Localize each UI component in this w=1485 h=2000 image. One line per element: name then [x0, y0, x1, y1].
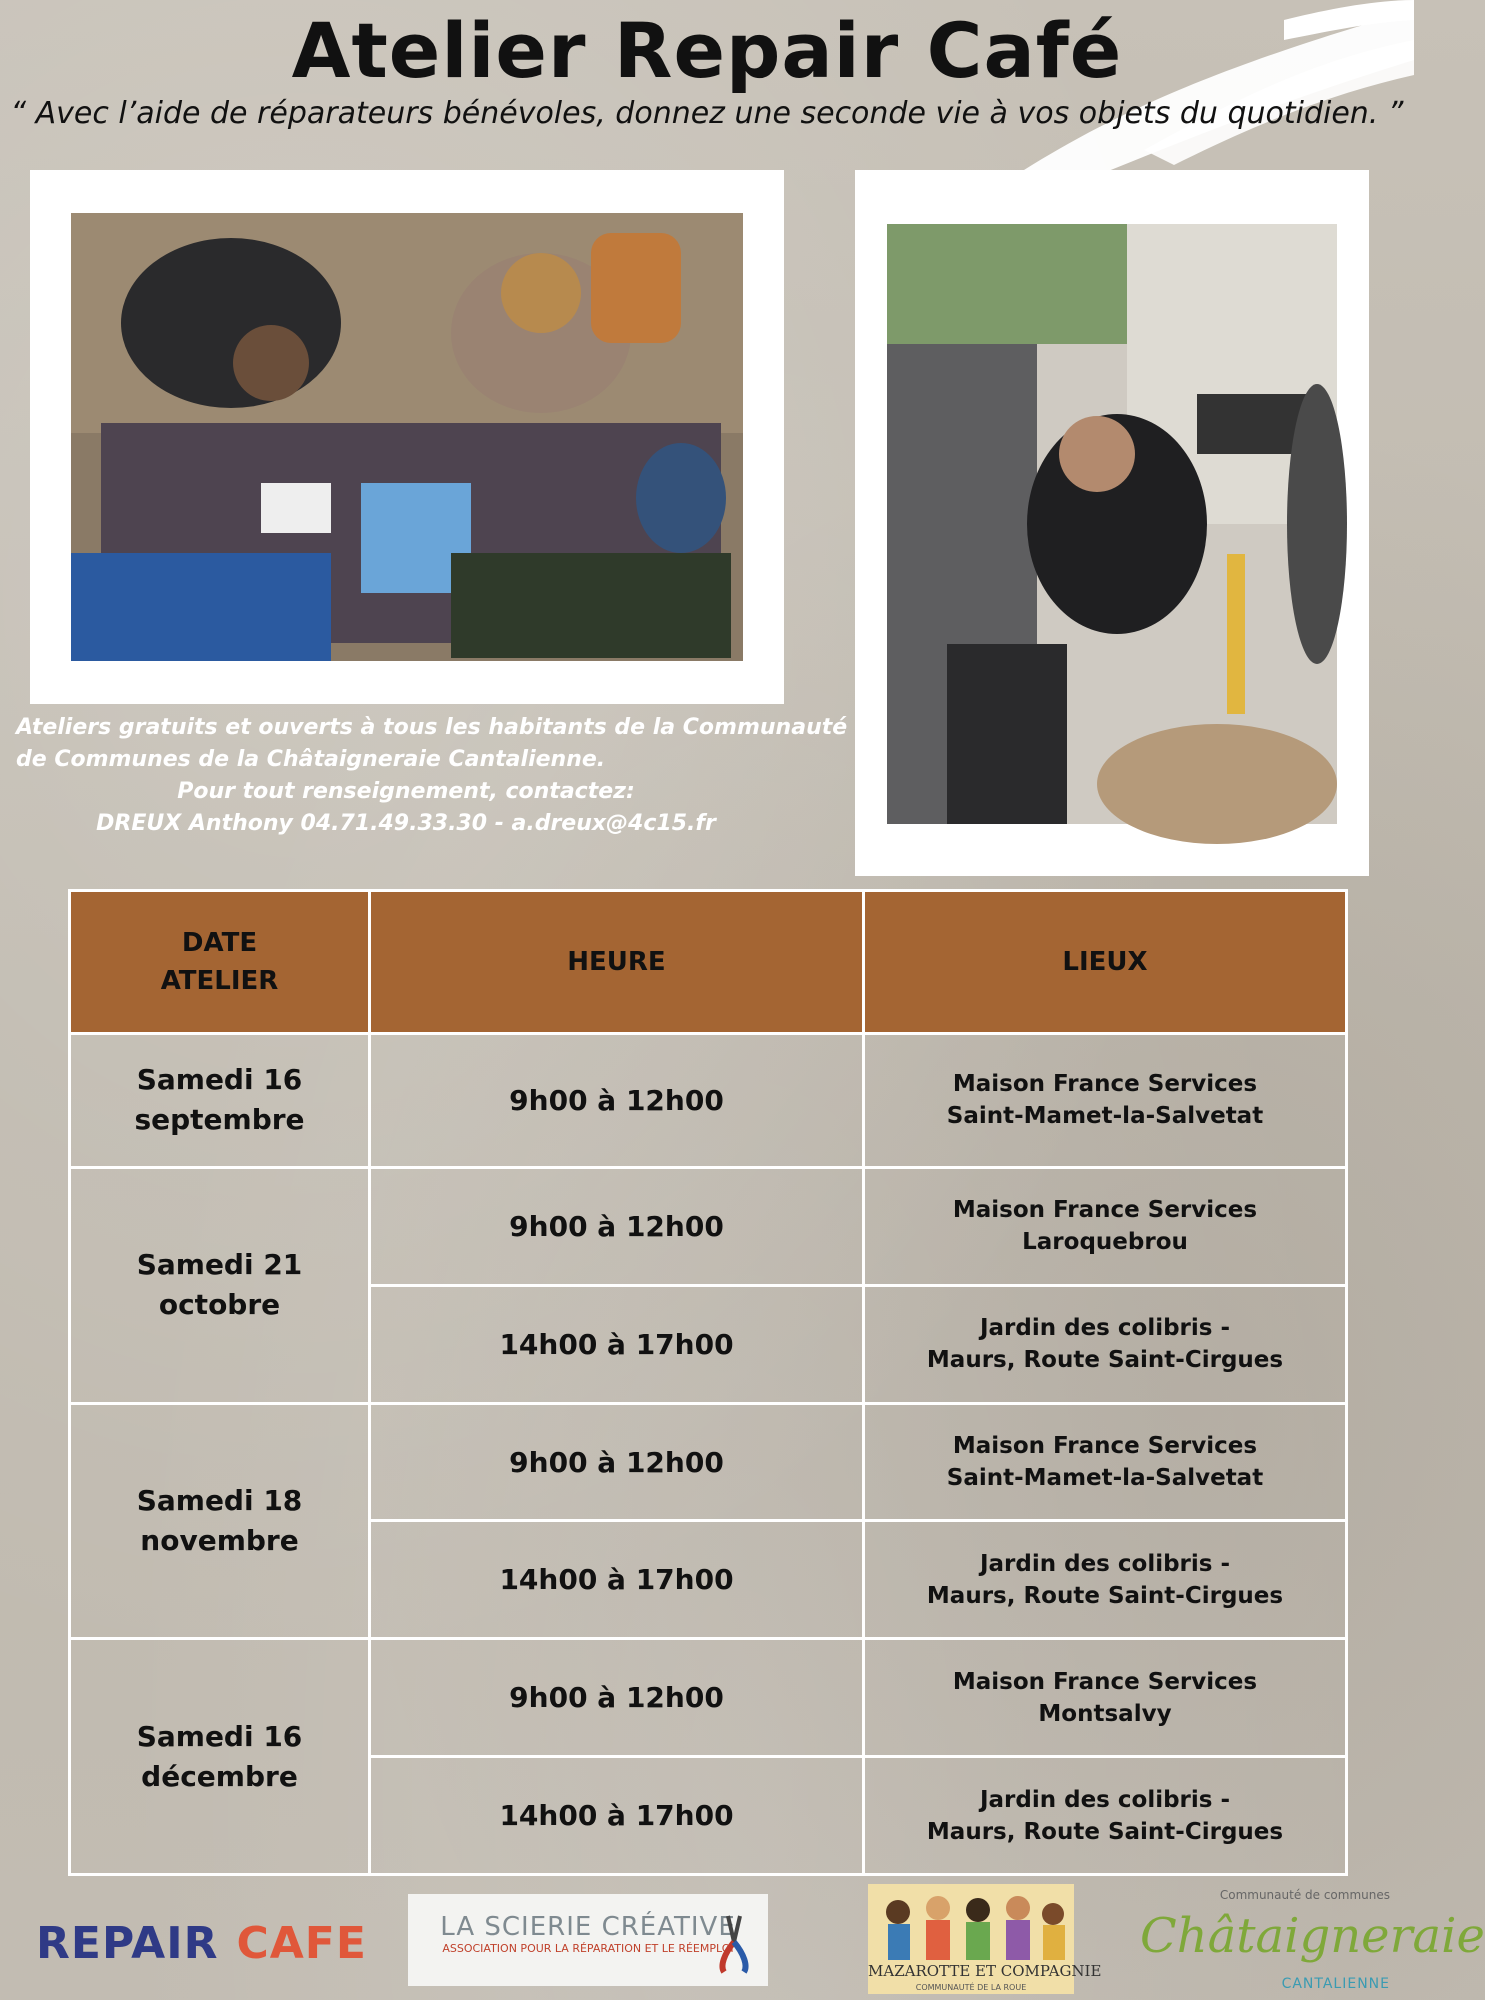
hour-cell: 14h00 à 17h00 [370, 1521, 864, 1639]
date-cell: Samedi 16 septembre [70, 1034, 370, 1168]
hour-cell: 14h00 à 17h00 [370, 1757, 864, 1875]
place-cell: Jardin des colibris - Maurs, Route Saint-Cirgues [864, 1521, 1347, 1639]
date-cell: Samedi 18 novembre [70, 1403, 370, 1639]
hour-cell: 9h00 à 12h00 [370, 1034, 864, 1168]
place-cell: Jardin des colibris - Maurs, Route Saint-Cirgues [864, 1757, 1347, 1875]
contact-info [16, 712, 848, 840]
info-line-2: de Communes de la Châtaigneraie Cantalienne. [16, 747, 606, 772]
hour-cell: 9h00 à 12h00 [370, 1167, 864, 1285]
table-row [70, 1403, 1347, 1521]
page-title: Atelier Repair Café [291, 6, 1123, 95]
workshop-photo [71, 213, 743, 661]
table-row [70, 1034, 1347, 1168]
place-cell: Maison France Services Saint-Mamet-la-Salvetat [864, 1034, 1347, 1168]
info-line-1: Ateliers gratuits et ouverts à tous les habitants de la Communauté [16, 715, 848, 740]
table-row [70, 1167, 1347, 1285]
schedule-table [68, 889, 1348, 1876]
pliers-icon [714, 1914, 754, 1974]
header-date: DATE ATELIER [70, 891, 370, 1034]
page-subtitle: “ Avec l’aide de réparateurs bénévoles, donnez une seconde vie à vos objets du quotidien. ” [10, 96, 1404, 131]
photo-frame-workshop [30, 170, 784, 704]
partner-logos [0, 1880, 1485, 2000]
people-illustration-icon [868, 1884, 1074, 1964]
info-line-3: Pour tout renseignement, contactez: [177, 779, 635, 804]
header-place: LIEUX [864, 891, 1347, 1034]
info-line-4-contact: DREUX Anthony 04.71.49.33.30 - a.dreux@4c15.fr [96, 811, 716, 836]
session-photo [887, 224, 1337, 824]
header-hour: HEURE [370, 891, 864, 1034]
photo-frame-session [855, 170, 1369, 876]
table-row [70, 1639, 1347, 1757]
repair-cafe-logo: REPAIR CAFE [36, 1918, 367, 1969]
table-header-row [70, 891, 1347, 1034]
date-cell: Samedi 21 octobre [70, 1167, 370, 1403]
place-cell: Maison France Services Laroquebrou [864, 1167, 1347, 1285]
place-cell: Jardin des colibris - Maurs, Route Saint-Cirgues [864, 1285, 1347, 1403]
chataigneraie-logo: Communauté de communes Châtaigneraie CANTALIENNE [1140, 1888, 1485, 1992]
hour-cell: 9h00 à 12h00 [370, 1403, 864, 1521]
place-cell: Maison France Services Montsalvy [864, 1639, 1347, 1757]
place-cell: Maison France Services Saint-Mamet-la-Salvetat [864, 1403, 1347, 1521]
scierie-creative-logo: LA SCIERIE CRÉATIVE ASSOCIATION POUR LA RÉPARATION ET LE RÉEMPLOI [408, 1894, 768, 1986]
hour-cell: 14h00 à 17h00 [370, 1285, 864, 1403]
date-cell: Samedi 16 décembre [70, 1639, 370, 1875]
mazarotte-logo: MAZAROTTE ET COMPAGNIE COMMUNAUTÉ DE LA ROUE [868, 1884, 1074, 1994]
hour-cell: 9h00 à 12h00 [370, 1639, 864, 1757]
